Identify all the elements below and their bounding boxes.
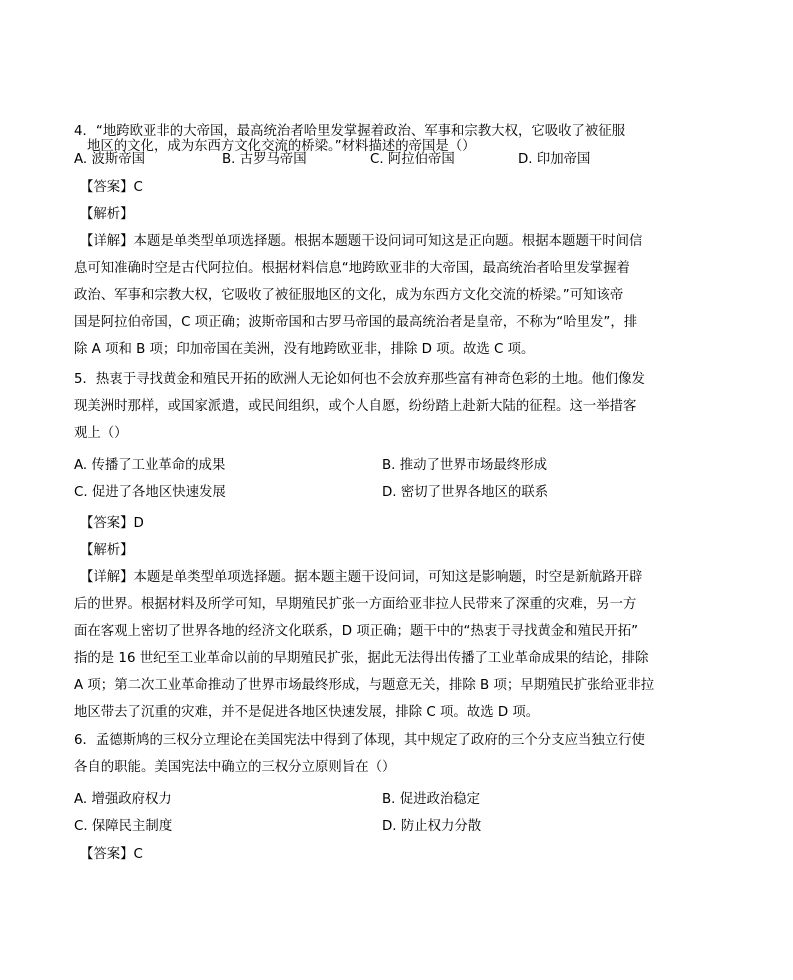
q5-detail-line-3: 面在客观上密切了世界各地的经济文化联系，D 项正确；题干中的“热衷于寻找黄金和殖民开拓” [74, 624, 639, 639]
q4-analysis-label: 【解析】 [80, 207, 134, 222]
q4-stem-line-2: 地区的文化，成为东西方文化交流的桥梁。”材料描述的帝国是（） [87, 139, 476, 154]
q6-option-c: C. 保障民主制度 [74, 819, 173, 834]
q5-detail-line-6: 地区带去了沉重的灾难，并不是促进各地区快速发展，排除 C 项。故选 D 项。 [74, 705, 540, 720]
q4-detail-line-4: 国是阿拉伯帝国，C 项正确；波斯帝国和古罗马帝国的最高统治者是皇帝，不称为“哈里发”，排 [74, 315, 638, 330]
q6-option-b: B. 促进政治稳定 [382, 792, 481, 807]
q5-analysis-label: 【解析】 [80, 543, 134, 558]
q6-option-a: A. 增强政府权力 [74, 792, 172, 807]
q4-option-a: A. 波斯帝国 [74, 152, 145, 167]
q5-option-a: A. 传播了工业革命的成果 [74, 458, 226, 473]
q5-detail-line-5: A 项；第二次工业革命推动了世界市场最终形成，与题意无关，排除 B 项；早期殖民扩张给亚非拉 [74, 678, 655, 693]
q4-option-d: D. 印加帝国 [518, 152, 591, 167]
q4-detail-line-5: 除 A 项和 B 项；印加帝国在美洲，没有地跨欧亚非，排除 D 项。故选 C 项。 [74, 342, 535, 357]
q4-stem-line-1: 4．“地跨欧亚非的大帝国，最高统治者哈里发掌握着政治、军事和宗教大权，它吸收了被征服 [74, 124, 626, 139]
q5-stem-line-3: 观上（） [74, 426, 128, 441]
q4-detail-line-3: 政治、军事和宗教大权，它吸收了被征服地区的文化，成为东西方文化交流的桥梁。”可知该帝 [74, 288, 624, 303]
q5-detail-line-4: 指的是 16 世纪至工业革命以前的早期殖民扩张，据此无法得出传播了工业革命成果的结论，排除 [74, 651, 649, 666]
q4-detail-line-2: 息可知准确时空是古代阿拉伯。根据材料信息“地跨欧亚非的大帝国，最高统治者哈里发掌握着 [74, 261, 630, 276]
q5-answer: 【答案】D [80, 516, 144, 531]
q6-option-d: D. 防止权力分散 [382, 819, 482, 834]
q5-detail-line-2: 后的世界。根据材料及所学可知，早期殖民扩张一方面给亚非拉人民带来了深重的灾难，另一方 [74, 597, 637, 612]
q4-option-b: B. 古罗马帝国 [222, 152, 307, 167]
q6-answer: 【答案】C [80, 847, 143, 862]
q6-stem-line-1: 6．孟德斯鸠的三权分立理论在美国宪法中得到了体现，其中规定了政府的三个分支应当独立行使 [74, 733, 645, 748]
q5-detail-line-1: 【详解】本题是单类型单项选择题。据本题主题干设问词，可知这是影响题，时空是新航路开辟 [80, 570, 643, 585]
q4-detail-line-1: 【详解】本题是单类型单项选择题。根据本题题干设问词可知这是正向题。根据本题题干时间信 [80, 234, 643, 249]
q5-option-b: B. 推动了世界市场最终形成 [382, 458, 547, 473]
q4-answer: 【答案】C [80, 180, 143, 195]
q6-stem-line-2: 各自的职能。美国宪法中确立的三权分立原则旨在（） [74, 760, 396, 775]
q5-stem-line-1: 5．热衷于寻找黄金和殖民开拓的欧洲人无论如何也不会放弃那些富有神奇色彩的土地。他们像发 [74, 372, 645, 387]
q4-option-c: C. 阿拉伯帝国 [370, 152, 455, 167]
q5-stem-line-2: 现美洲时那样，或国家派遣，或民间组织，或个人自愿，纷纷踏上赴新大陆的征程。这一举措客 [74, 399, 637, 414]
q5-option-c: C. 促进了各地区快速发展 [74, 485, 226, 500]
q5-option-d: D. 密切了世界各地区的联系 [382, 485, 549, 500]
